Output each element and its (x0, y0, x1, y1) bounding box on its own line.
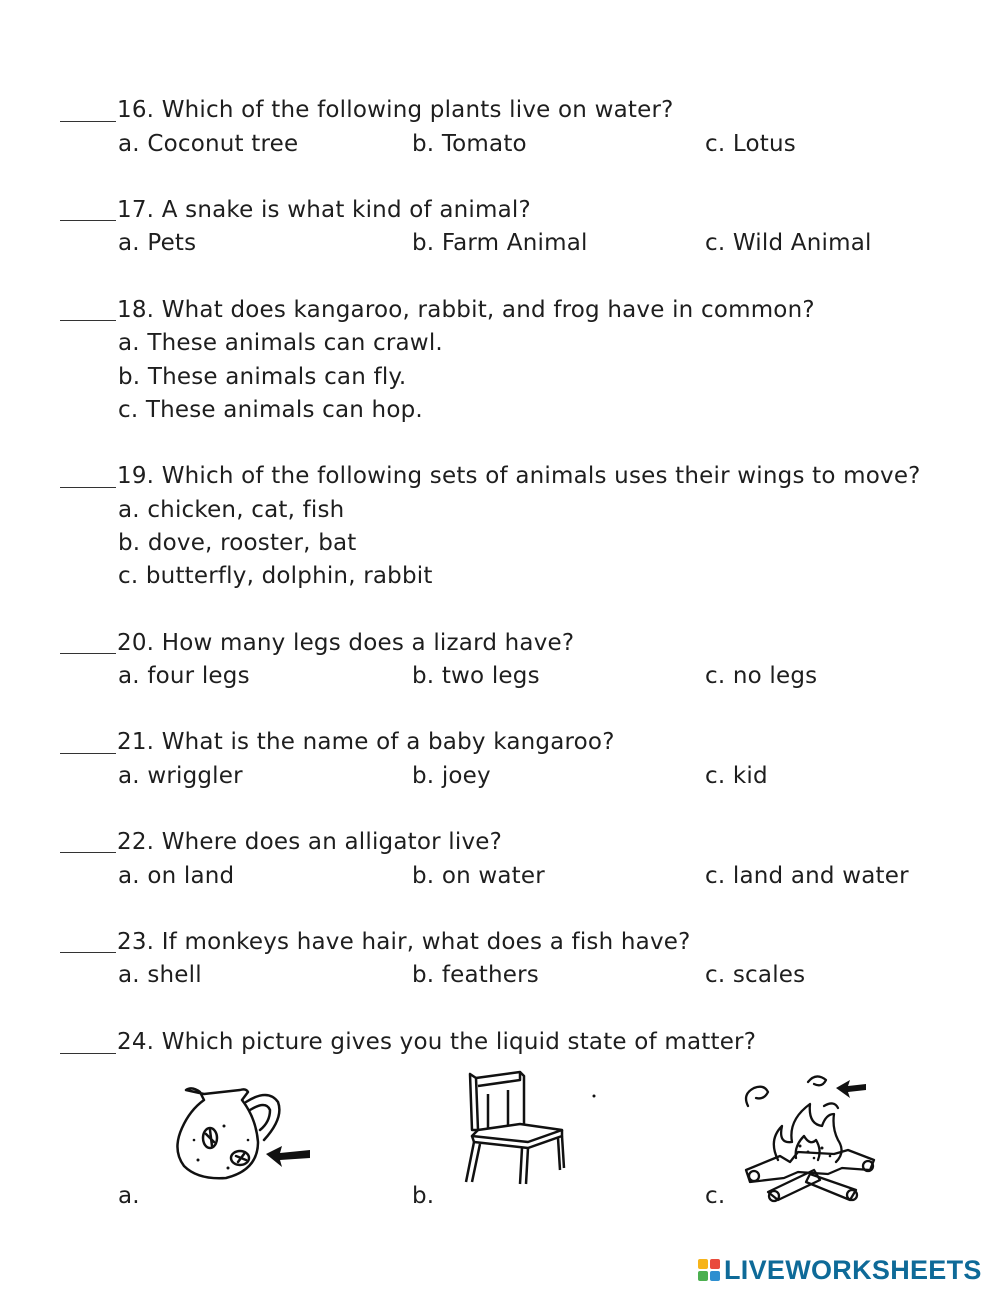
option-23b[interactable]: b. feathers (412, 962, 539, 988)
answer-blank-24[interactable] (60, 1053, 116, 1054)
answer-blank-16[interactable] (60, 121, 116, 122)
option-20a[interactable]: a. four legs (118, 663, 250, 689)
chair-icon[interactable] (458, 1070, 603, 1185)
option-18b[interactable]: b. These animals can fly. (118, 364, 407, 390)
question-21: 21. What is the name of a baby kangaroo? (117, 729, 615, 755)
liveworksheets-logo-text: LIVEWORKSHEETS (724, 1254, 982, 1285)
answer-blank-22[interactable] (60, 852, 116, 853)
option-19b[interactable]: b. dove, rooster, bat (118, 530, 357, 556)
option-23a[interactable]: a. shell (118, 962, 202, 988)
option-16a[interactable]: a. Coconut tree (118, 131, 299, 157)
answer-blank-19[interactable] (60, 487, 116, 488)
liveworksheets-logo (698, 1255, 982, 1285)
option-16b[interactable]: b. Tomato (412, 131, 527, 157)
option-19a[interactable]: a. chicken, cat, fish (118, 497, 345, 523)
question-16: 16. Which of the following plants live on water? (117, 97, 674, 123)
option-23c[interactable]: c. scales (705, 962, 806, 988)
option-24c[interactable]: c. (705, 1183, 726, 1209)
option-24a[interactable]: a. (118, 1183, 140, 1209)
answer-blank-17[interactable] (60, 220, 116, 221)
option-22a[interactable]: a. on land (118, 863, 235, 889)
option-17b[interactable]: b. Farm Animal (412, 230, 588, 256)
liveworksheets-logo-icon (698, 1259, 720, 1281)
question-24: 24. Which picture gives you the liquid state of matter? (117, 1029, 757, 1055)
campfire-icon[interactable] (738, 1070, 888, 1205)
option-18c[interactable]: c. These animals can hop. (118, 397, 423, 423)
option-21c[interactable]: c. kid (705, 763, 768, 789)
option-22c[interactable]: c. land and water (705, 863, 909, 889)
question-18: 18. What does kangaroo, rabbit, and frog have in common? (117, 297, 815, 323)
answer-blank-21[interactable] (60, 753, 116, 754)
pitcher-icon[interactable] (170, 1080, 315, 1185)
option-16c[interactable]: c. Lotus (705, 131, 796, 157)
answer-blank-20[interactable] (60, 653, 116, 654)
question-19: 19. Which of the following sets of animals uses their wings to move? (117, 463, 921, 489)
question-17: 17. A snake is what kind of animal? (117, 197, 531, 223)
option-20c[interactable]: c. no legs (705, 663, 818, 689)
answer-blank-23[interactable] (60, 952, 116, 953)
question-20: 20. How many legs does a lizard have? (117, 630, 575, 656)
option-21a[interactable]: a. wriggler (118, 763, 243, 789)
option-20b[interactable]: b. two legs (412, 663, 540, 689)
question-22: 22. Where does an alligator live? (117, 829, 503, 855)
option-18a[interactable]: a. These animals can crawl. (118, 330, 443, 356)
answer-blank-18[interactable] (60, 320, 116, 321)
option-22b[interactable]: b. on water (412, 863, 545, 889)
option-17a[interactable]: a. Pets (118, 230, 197, 256)
option-19c[interactable]: c. butterfly, dolphin, rabbit (118, 563, 433, 589)
question-23: 23. If monkeys have hair, what does a fish have? (117, 929, 691, 955)
option-24b[interactable]: b. (412, 1183, 435, 1209)
option-21b[interactable]: b. joey (412, 763, 491, 789)
option-17c[interactable]: c. Wild Animal (705, 230, 872, 256)
